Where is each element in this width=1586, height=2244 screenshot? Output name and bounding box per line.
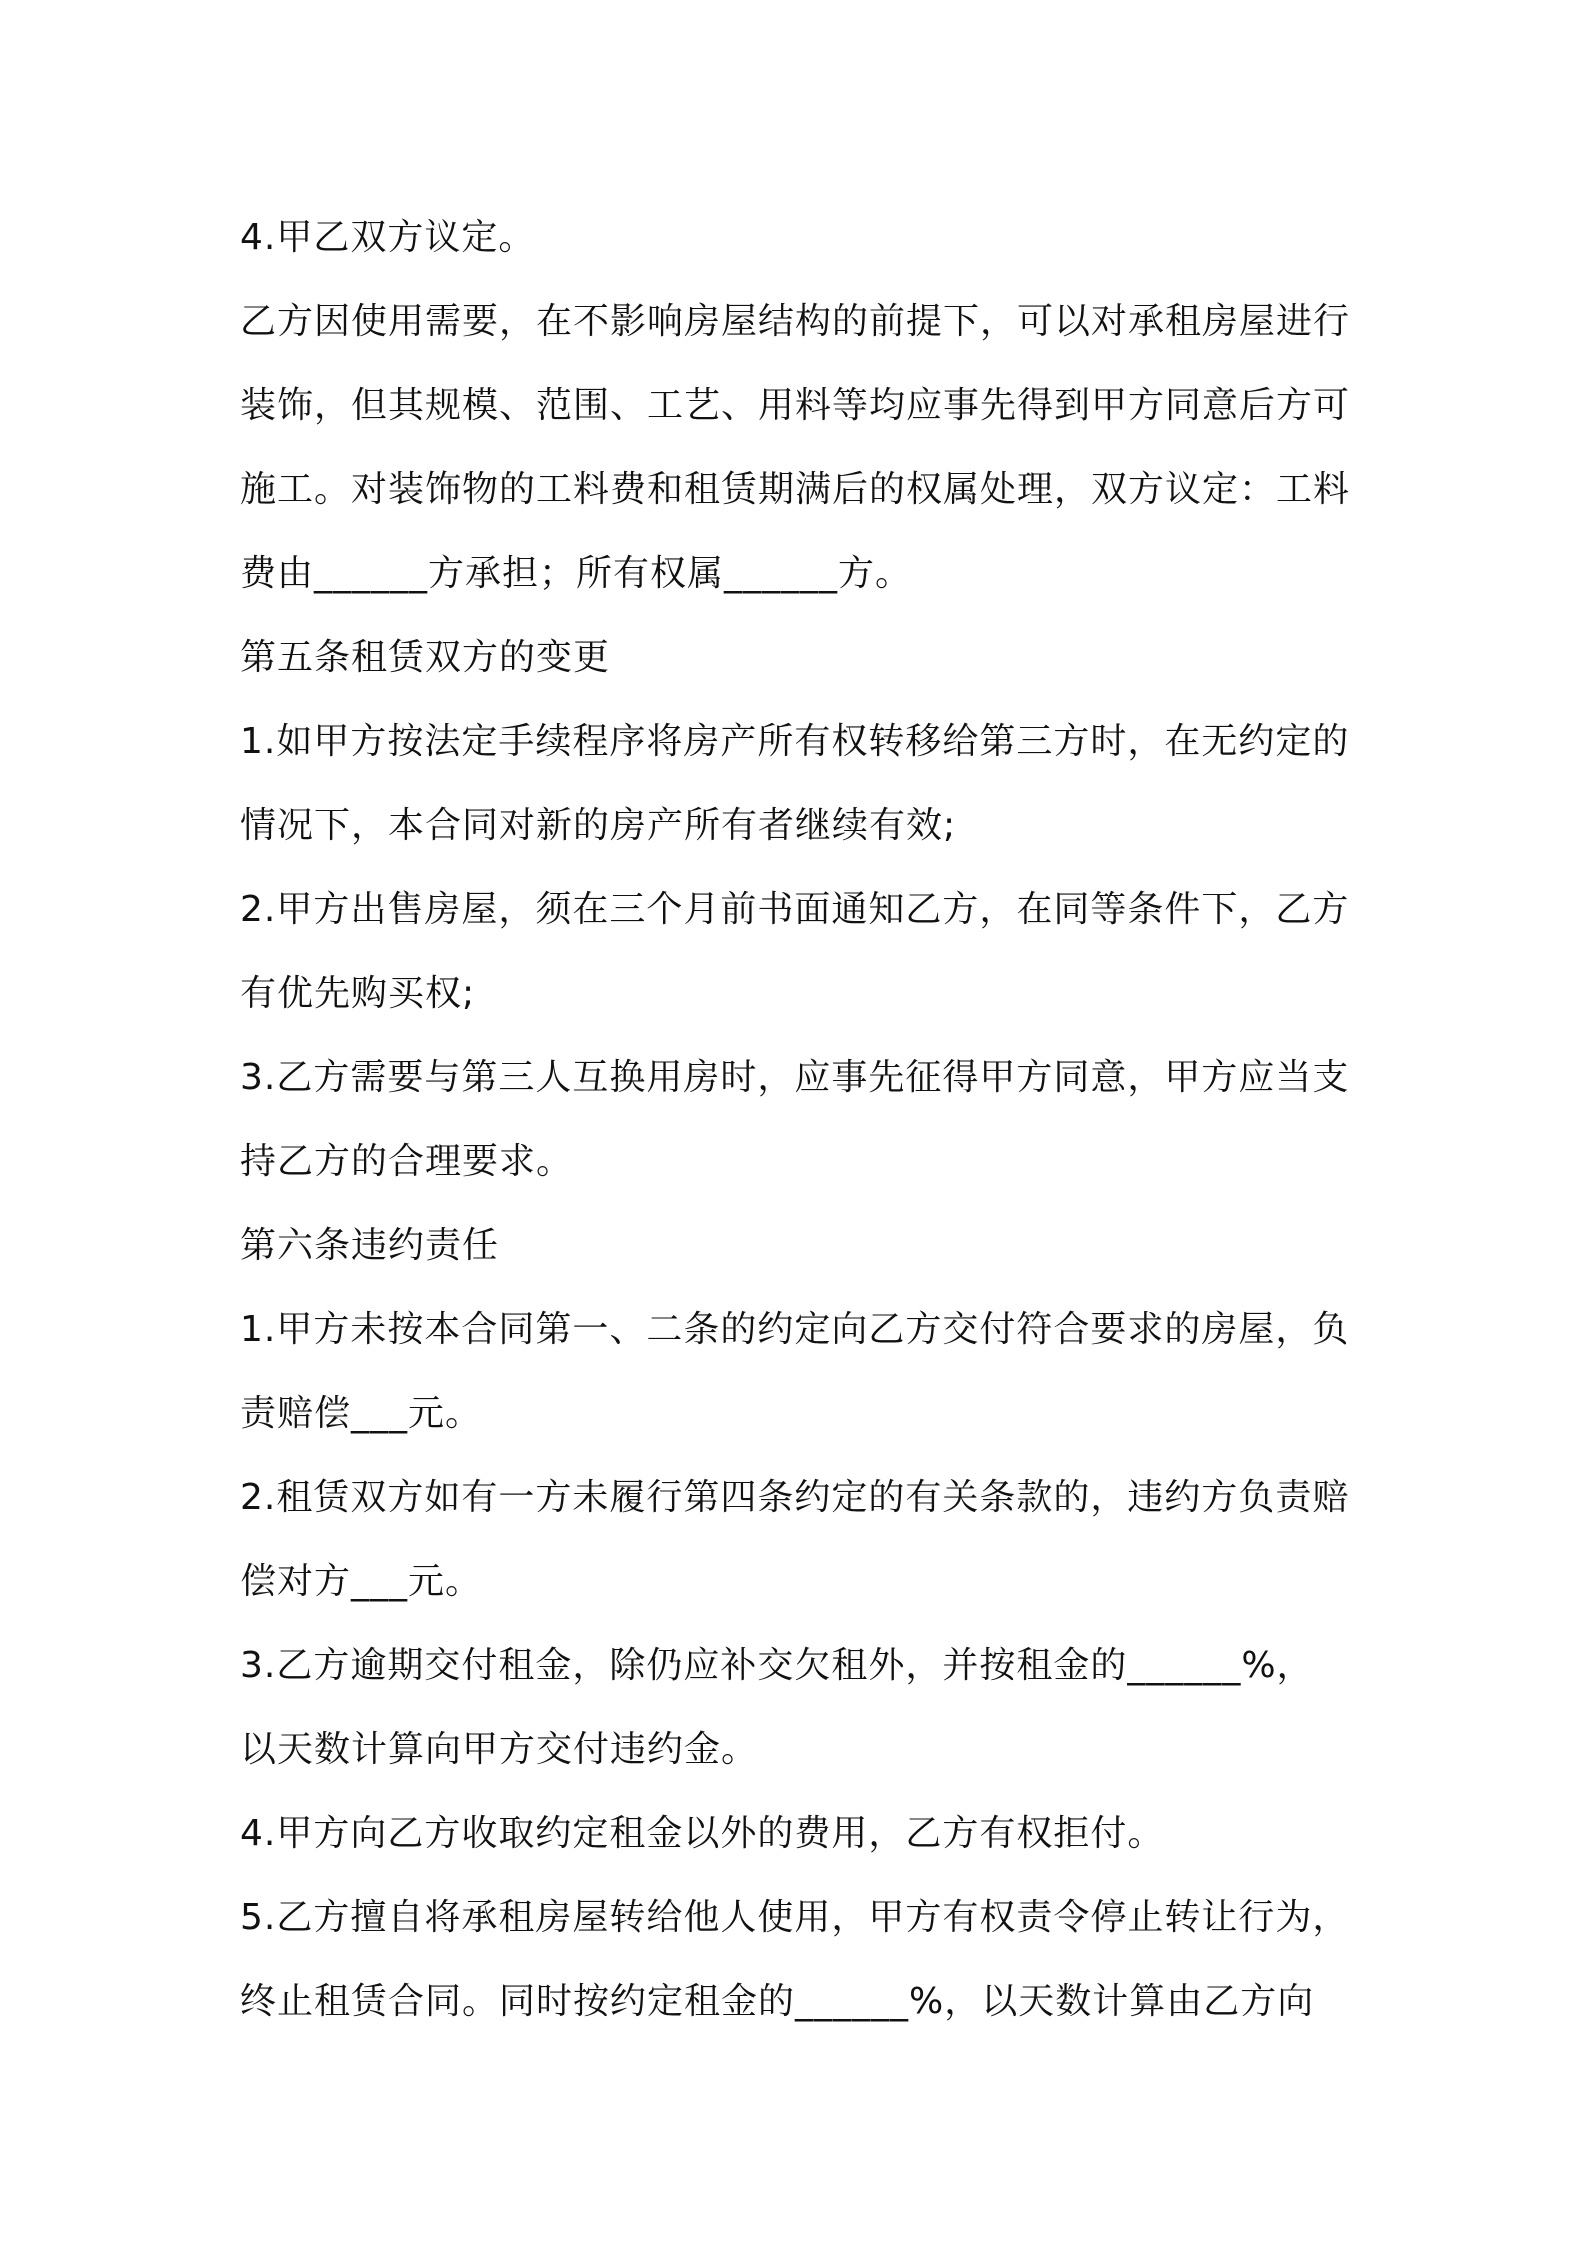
text-line: 终止租赁合同。同时按约定租金的______%，以天数计算由乙方向 [240, 1981, 1315, 2022]
text-line: 持乙方的合理要求。 [240, 1141, 574, 1182]
text-line: 3.乙方逾期交付租金，除仍应补交欠租外，并按租金的______%， [240, 1645, 1314, 1686]
text-line: 装饰，但其规模、范围、工艺、用料等均应事先得到甲方同意后方可 [240, 385, 1351, 426]
text-line: 1.甲方未按本合同第一、二条的约定向乙方交付符合要求的房屋，负 [240, 1309, 1350, 1350]
text-line: 偿对方___元。 [240, 1561, 483, 1602]
text-line: 责赔偿___元。 [240, 1393, 483, 1434]
text-line: 2.甲方出售房屋，须在三个月前书面通知乙方，在同等条件下，乙方 [240, 889, 1350, 930]
text-line: 乙方因使用需要，在不影响房屋结构的前提下，可以对承租房屋进行 [240, 301, 1351, 342]
text-line: 4.甲方向乙方收取约定租金以外的费用，乙方有权拒付。 [240, 1813, 1165, 1854]
text-line: 2.租赁双方如有一方未履行第四条约定的有关条款的，违约方负责赔 [240, 1477, 1350, 1518]
article-5-title: 第五条租赁双方的变更 [240, 637, 611, 678]
text-line: 情况下，本合同对新的房产所有者继续有效; [240, 805, 957, 846]
text-line: 有优先购买权; [240, 973, 476, 1014]
text-line: 5.乙方擅自将承租房屋转给他人使用，甲方有权责令停止转让行为， [240, 1897, 1350, 1938]
clause-4-heading: 4.甲乙双方议定。 [240, 217, 536, 258]
text-line: 3.乙方需要与第三人互换用房时，应事先征得甲方同意，甲方应当支 [240, 1057, 1350, 1098]
article-6-title: 第六条违约责任 [240, 1225, 500, 1266]
text-line: 施工。对装饰物的工料费和租赁期满后的权属处理，双方议定：工料 [240, 469, 1351, 510]
text-line: 费由______方承担；所有权属______方。 [240, 553, 913, 594]
document-body [240, 196, 1360, 2044]
text-line: 1.如甲方按法定手续程序将房产所有权转移给第三方时，在无约定的 [240, 721, 1350, 762]
text-line: 以天数计算向甲方交付违约金。 [240, 1729, 759, 1770]
